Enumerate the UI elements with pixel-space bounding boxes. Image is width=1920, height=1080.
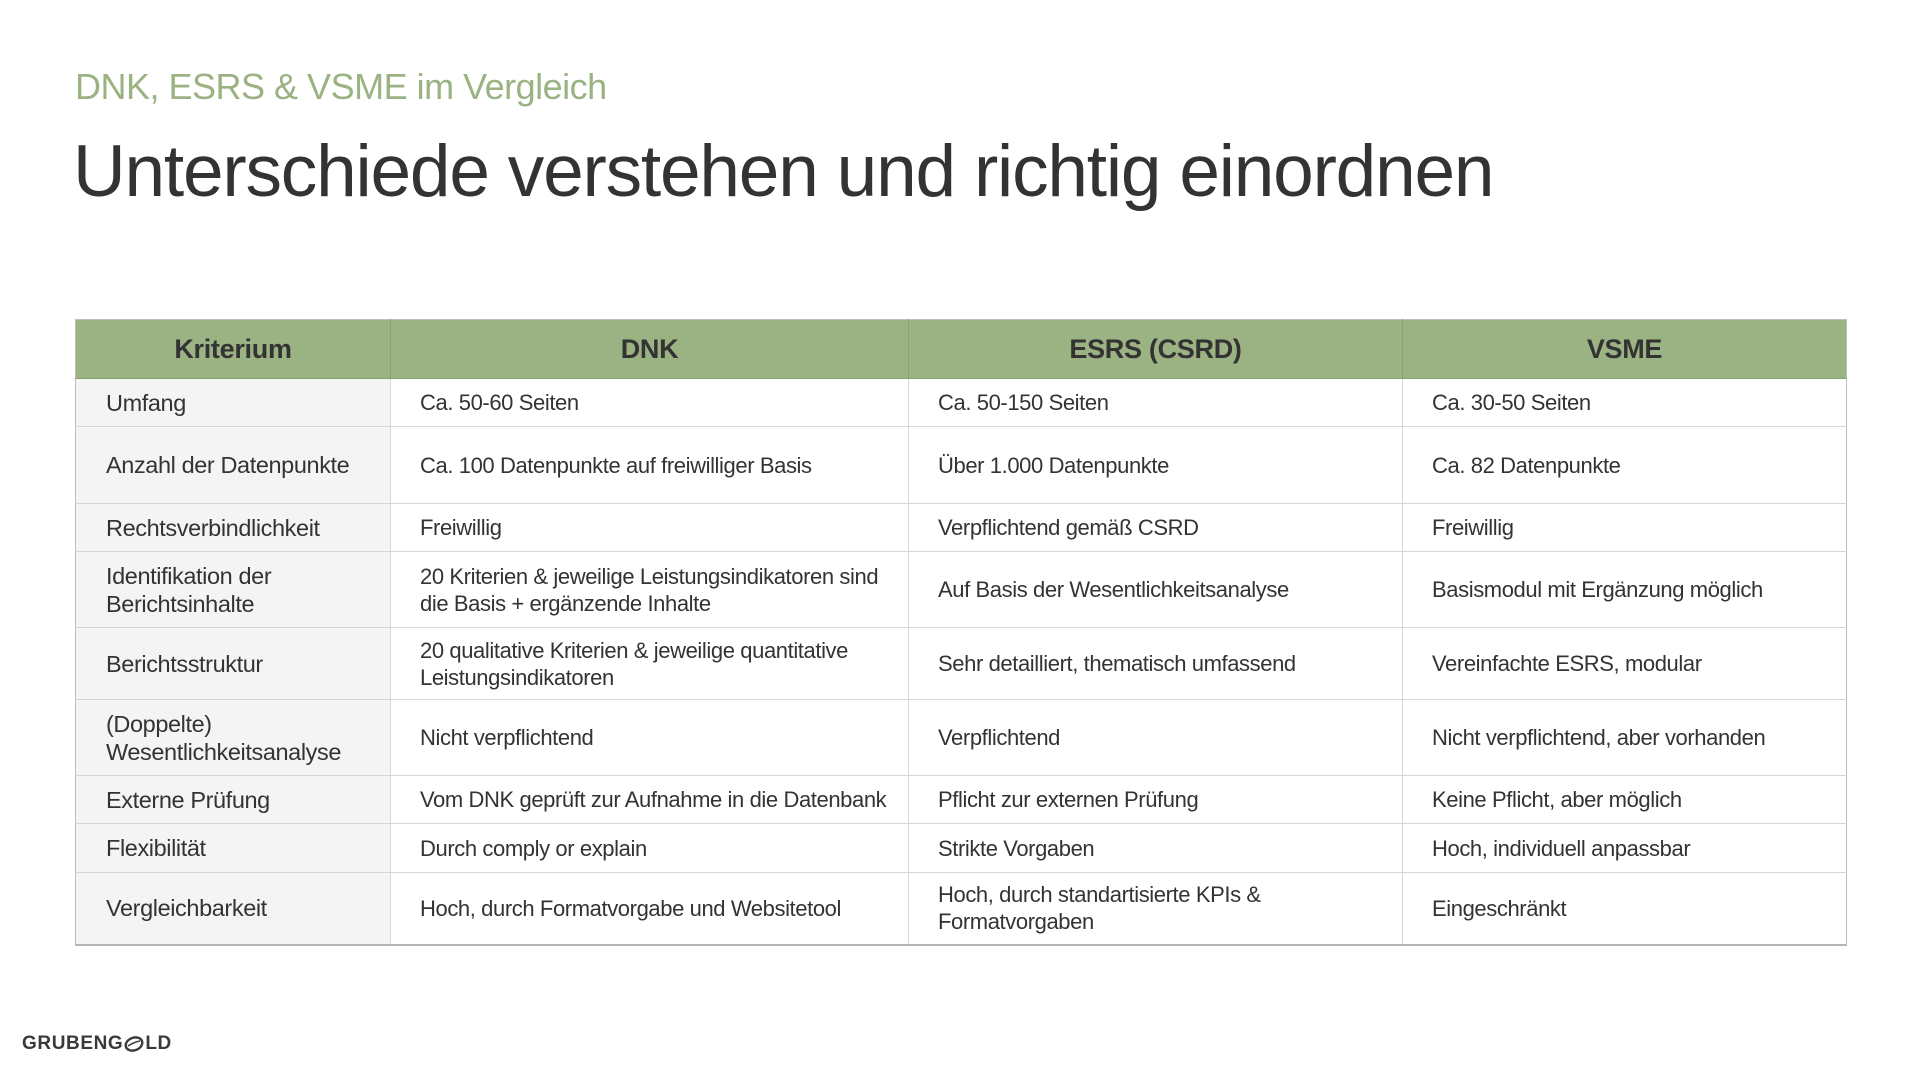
criterion-cell: Umfang <box>76 379 391 427</box>
criterion-cell: Vergleichbarkeit <box>76 873 391 945</box>
table-row <box>76 379 1847 427</box>
esrs-cell: Verpflichtend gemäß CSRD <box>909 504 1403 552</box>
criterion-cell: (Doppelte) Wesentlichkeitsanalyse <box>76 700 391 776</box>
vsme-cell: Nicht verpflichtend, aber vorhanden <box>1403 700 1847 776</box>
vsme-cell: Keine Pflicht, aber möglich <box>1403 776 1847 824</box>
criterion-cell: Flexibilität <box>76 824 391 873</box>
slide-subtitle: DNK, ESRS & VSME im Vergleich <box>75 66 607 107</box>
criterion-cell: Rechtsverbindlichkeit <box>76 504 391 552</box>
dnk-cell: Vom DNK geprüft zur Aufnahme in die Datenbank <box>391 776 909 824</box>
table-row <box>76 776 1847 824</box>
header-esrs: ESRS (CSRD) <box>909 320 1403 379</box>
vsme-cell: Basismodul mit Ergänzung möglich <box>1403 552 1847 628</box>
table-header-row <box>76 320 1847 379</box>
vsme-cell: Vereinfachte ESRS, modular <box>1403 628 1847 700</box>
logo-text-right: LD <box>145 1033 172 1054</box>
table-row <box>76 628 1847 700</box>
vsme-cell: Ca. 30-50 Seiten <box>1403 379 1847 427</box>
table-row <box>76 700 1847 776</box>
criterion-cell: Anzahl der Datenpunkte <box>76 427 391 504</box>
header-dnk: DNK <box>391 320 909 379</box>
leaf-o-icon <box>124 1036 144 1052</box>
esrs-cell: Verpflichtend <box>909 700 1403 776</box>
esrs-cell: Sehr detailliert, thematisch umfassend <box>909 628 1403 700</box>
grubengold-logo <box>22 1033 172 1055</box>
dnk-cell: 20 qualitative Kriterien & jeweilige quantitative Leistungsindikatoren <box>391 628 909 700</box>
table-row <box>76 552 1847 628</box>
esrs-cell: Auf Basis der Wesentlichkeitsanalyse <box>909 552 1403 628</box>
header-vsme: VSME <box>1403 320 1847 379</box>
dnk-cell: Ca. 100 Datenpunkte auf freiwilliger Basis <box>391 427 909 504</box>
esrs-cell: Hoch, durch standartisierte KPIs & Formatvorgaben <box>909 873 1403 945</box>
esrs-cell: Pflicht zur externen Prüfung <box>909 776 1403 824</box>
vsme-cell: Hoch, individuell anpassbar <box>1403 824 1847 873</box>
header-kriterium: Kriterium <box>76 320 391 379</box>
criterion-cell: Berichtsstruktur <box>76 628 391 700</box>
dnk-cell: Freiwillig <box>391 504 909 552</box>
dnk-cell: Ca. 50-60 Seiten <box>391 379 909 427</box>
esrs-cell: Über 1.000 Datenpunkte <box>909 427 1403 504</box>
comparison-table <box>75 319 1847 946</box>
dnk-cell: Nicht verpflichtend <box>391 700 909 776</box>
slide-title: Unterschiede verstehen und richtig einordnen <box>73 131 1494 212</box>
dnk-cell: Hoch, durch Formatvorgabe und Websitetool <box>391 873 909 945</box>
esrs-cell: Ca. 50-150 Seiten <box>909 379 1403 427</box>
vsme-cell: Eingeschränkt <box>1403 873 1847 945</box>
criterion-cell: Identifikation der Berichtsinhalte <box>76 552 391 628</box>
table-row <box>76 504 1847 552</box>
esrs-cell: Strikte Vorgaben <box>909 824 1403 873</box>
vsme-cell: Ca. 82 Datenpunkte <box>1403 427 1847 504</box>
logo-text-left: GRUBENG <box>22 1033 124 1054</box>
dnk-cell: Durch comply or explain <box>391 824 909 873</box>
table-row <box>76 873 1847 945</box>
table-row <box>76 427 1847 504</box>
table-row <box>76 824 1847 873</box>
criterion-cell: Externe Prüfung <box>76 776 391 824</box>
vsme-cell: Freiwillig <box>1403 504 1847 552</box>
dnk-cell: 20 Kriterien & jeweilige Leistungsindikatoren sind die Basis + ergänzende Inhalte <box>391 552 909 628</box>
